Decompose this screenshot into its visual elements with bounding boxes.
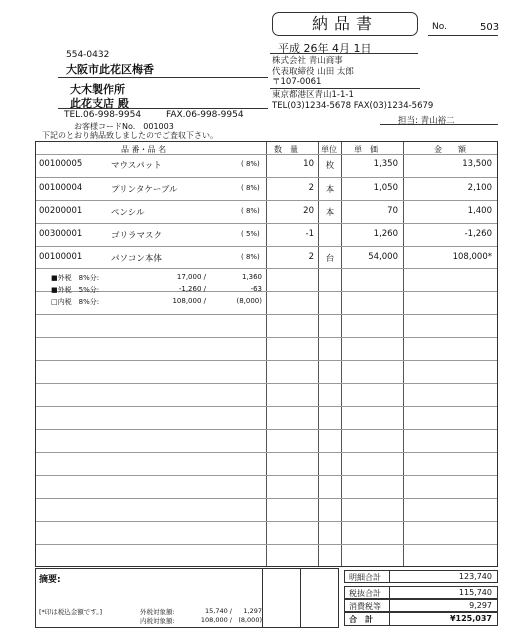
header-item: 品 番・品 名 (121, 145, 167, 154)
issuer-rep: 代表取締役 山田 太郎 (272, 67, 354, 77)
grand-total-value: ¥125,037 (449, 614, 492, 623)
item-code: 00200001 (39, 206, 83, 216)
total-divider (389, 613, 390, 625)
item-name: プリンタケーブル (111, 185, 178, 195)
tax-summary-base: -1,260 / (178, 285, 206, 293)
item-amount: 108,000* (452, 252, 492, 262)
person-in-charge: 担当: 青山裕二 (398, 116, 455, 126)
detail-total-label: 明細合計 (349, 573, 381, 582)
header-qty: 数 量 (274, 145, 298, 154)
item-qty: 20 (303, 206, 314, 216)
item-name: ゴリラマスク (111, 231, 163, 241)
row-line (36, 314, 497, 315)
row-line (36, 475, 497, 476)
row-line (36, 268, 497, 269)
issuer-underline (270, 88, 420, 89)
item-code: 00100001 (39, 252, 83, 262)
ext-tax-label: 外税対象額: (140, 608, 175, 616)
item-code: 00100005 (39, 159, 83, 169)
item-tax-rate: ( 5%) (241, 230, 260, 238)
item-qty: 2 (308, 252, 314, 262)
footer-section (35, 568, 498, 630)
consumption-tax-row (344, 599, 498, 612)
tax-summary-tax: -63 (250, 285, 262, 293)
item-price: 1,050 (373, 183, 398, 193)
row-line (36, 429, 497, 430)
ext-tax-base: 15,740 / (205, 607, 232, 615)
issuer-telfax: TEL(03)1234-5678 FAX(03)1234-5679 (272, 101, 434, 111)
item-tax-rate: ( 8%) (241, 160, 260, 168)
item-name: ペンシル (111, 208, 145, 218)
grand-total-row (344, 612, 498, 626)
tax-summary-tax: 1,360 (241, 273, 262, 281)
consumption-tax-value: 9,297 (469, 601, 492, 610)
col-divider (266, 142, 267, 566)
header-price: 単 価 (354, 145, 378, 154)
document-number: 503 (480, 22, 500, 33)
branch-underline (58, 108, 268, 109)
item-qty: 2 (308, 183, 314, 193)
row-line (36, 177, 497, 178)
issuer-company: 株式会社 青山商事 (272, 56, 343, 66)
row-line (36, 544, 497, 545)
ext-tax-amount: 1,297 (243, 607, 262, 615)
item-unit: 枚 (325, 161, 335, 171)
row-line (36, 521, 497, 522)
stamp-box (263, 568, 301, 628)
total-divider (389, 571, 390, 582)
tax-summary-label: □内税 8%分: (51, 298, 100, 306)
header-unit: 単位 (321, 145, 337, 154)
memo-label: 摘要: (39, 575, 61, 585)
total-divider (389, 600, 390, 611)
stamp-box (301, 568, 339, 628)
customer-code: お客様コードNo. 001003 (74, 122, 174, 131)
tax-summary-base: 108,000 / (172, 297, 206, 305)
tanto-underline (380, 124, 498, 125)
row-line (36, 360, 497, 361)
pre-tax-total-row (344, 586, 498, 599)
row-line (36, 452, 497, 453)
row-line (36, 200, 497, 201)
item-code: 00100004 (39, 183, 83, 193)
row-line (36, 291, 497, 292)
tax-summary-base: 17,000 / (176, 273, 206, 281)
row-line (36, 383, 497, 384)
item-tax-rate: ( 8%) (241, 253, 260, 261)
detail-total-value: 123,740 (458, 572, 492, 581)
document-title: 納品書 (272, 12, 418, 36)
issuer-address: 東京都港区青山1-1-1 (272, 90, 354, 100)
item-price: 1,260 (373, 229, 398, 239)
address-underline (58, 77, 268, 78)
issue-date: 平成 26年 4月 1日 (278, 42, 372, 55)
detail-total-row (344, 570, 498, 583)
row-line (36, 154, 497, 155)
item-name: マウスパット (111, 161, 162, 171)
int-tax-amount: (8,000) (238, 616, 262, 624)
recipient-address: 大阪市此花区梅香 (66, 63, 154, 76)
grand-total-label: 合 計 (349, 615, 373, 624)
row-line (36, 337, 497, 338)
item-unit: 本 (325, 185, 335, 195)
item-amount: -1,260 (464, 229, 492, 239)
tax-included-note: [*印は税込金額です。] (39, 608, 103, 616)
date-underline (270, 53, 418, 54)
row-line (36, 498, 497, 499)
items-table (35, 141, 498, 567)
item-price: 1,350 (373, 159, 398, 169)
issuer-postal: 〒107-0061 (272, 77, 322, 87)
item-name: パソコン本体 (111, 254, 162, 264)
item-amount: 2,100 (467, 183, 492, 193)
item-tax-rate: ( 8%) (241, 207, 260, 215)
tax-summary-label: ■外税 5%分: (51, 286, 100, 294)
memo-box (35, 568, 263, 628)
item-amount: 13,500 (462, 159, 492, 169)
item-unit: 本 (325, 208, 335, 218)
delivery-note: 下記のとおり納品致しましたのでご査収下さい。 (42, 131, 218, 140)
tax-summary-tax: (8,000) (236, 297, 262, 305)
int-tax-label: 内税対象額: (140, 617, 175, 625)
item-price: 54,000 (368, 252, 398, 262)
int-tax-base: 108,000 / (200, 616, 232, 624)
recipient-postal: 554-0432 (66, 50, 110, 60)
item-amount: 1,400 (467, 206, 492, 216)
pre-tax-total-value: 115,740 (458, 588, 492, 597)
pre-tax-total-label: 税抜合計 (349, 589, 381, 598)
item-qty: 10 (303, 159, 314, 169)
consumption-tax-label: 消費税等 (349, 602, 381, 611)
recipient-branch: 此花支店 殿 (70, 97, 129, 110)
item-unit: 台 (325, 254, 335, 264)
recipient-tel: TEL.06-998-9954 (64, 110, 142, 120)
issuer-block (272, 56, 354, 78)
header-amount: 金 額 (434, 145, 466, 154)
number-label: No. (432, 22, 447, 32)
item-price: 70 (387, 206, 398, 216)
recipient-fax: FAX.06-998-9954 (166, 110, 244, 120)
row-line (36, 246, 497, 247)
total-divider (389, 587, 390, 598)
item-qty: -1 (305, 229, 314, 239)
number-underline (428, 35, 498, 36)
item-tax-rate: ( 8%) (241, 184, 260, 192)
tax-summary-label: ■外税 8%分: (51, 274, 100, 282)
row-line (36, 223, 497, 224)
item-code: 00300001 (39, 229, 83, 239)
recipient-company: 大木製作所 (70, 83, 125, 96)
row-line (36, 406, 497, 407)
